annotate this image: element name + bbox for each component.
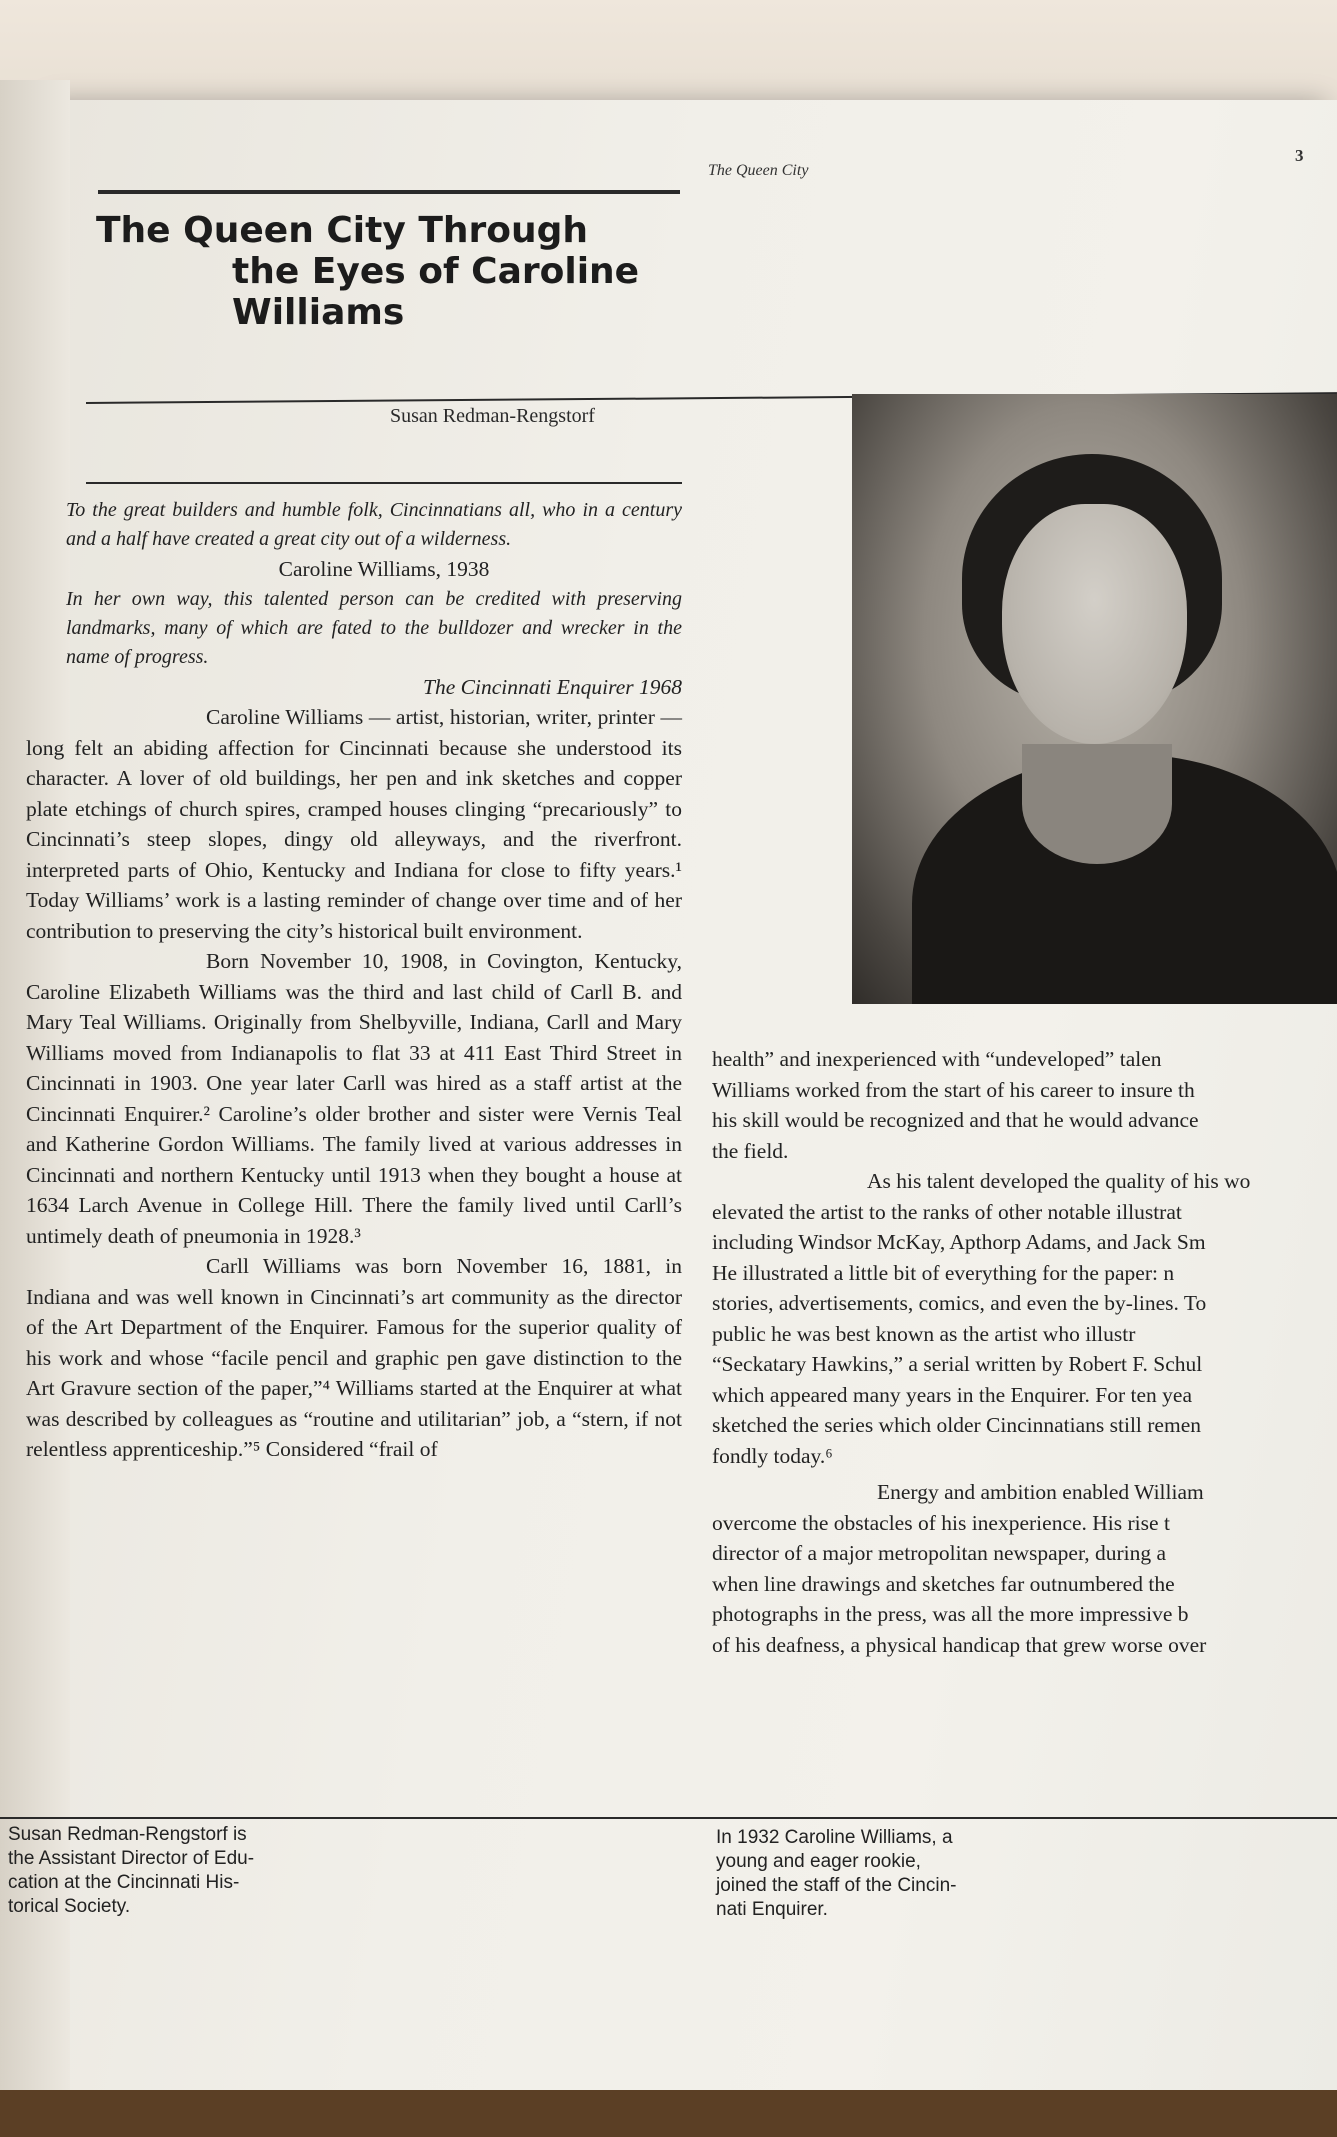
epigraph-source: Caroline Williams, 1938 bbox=[278, 557, 490, 581]
body-line: elevated the artist to the ranks of other notable illustrat bbox=[712, 1199, 1182, 1224]
article-title bbox=[96, 210, 696, 333]
title-line-1: The Queen City Through bbox=[96, 210, 589, 251]
body-line: fondly today.⁶ bbox=[712, 1443, 833, 1468]
body-line: director of a major metropolitan newspaper, during a bbox=[712, 1541, 1167, 1565]
body-line: Williams worked from the start of his career to insure th bbox=[712, 1077, 1195, 1102]
author-note-line: Susan Redman-Rengstorf is bbox=[8, 1824, 247, 1845]
body-line: Energy and ambition enabled William bbox=[877, 1480, 1204, 1504]
body-line: his skill would be recognized and that he would advance bbox=[712, 1108, 1199, 1132]
body-line: As his talent developed the quality of his wo bbox=[867, 1169, 1251, 1193]
page-number: 3 bbox=[1295, 146, 1304, 165]
body-paragraph: Carll Williams was born November 16, 1881, in Indiana and was well known in Cincinnati’s art community as the director of the Art Department of the Enquirer. Famous for the superior quality of his work and whose “facile pencil and graphic pen gave distinction to the Art Gravure section of the paper,”⁴ Williams started at the Enquirer at what was described by colleagues as “routine and utilitarian” job, a “stern, if not relentless apprenticeship.”⁵ Considered “frail of bbox=[26, 1254, 682, 1461]
title-line-2: the Eyes of Caroline bbox=[232, 251, 640, 292]
author-note bbox=[8, 1823, 254, 1919]
footer-rule bbox=[0, 1817, 1337, 1819]
portrait-photo bbox=[852, 394, 1337, 1004]
table-surface bbox=[0, 2090, 1337, 2137]
photo-caption-line: young and eager rookie, bbox=[716, 1851, 921, 1872]
body-line: “Seckatary Hawkins,” a serial written by Robert F. Schul bbox=[712, 1352, 1203, 1376]
photo-caption-line: nati Enquirer. bbox=[716, 1899, 828, 1920]
right-column bbox=[712, 1044, 1337, 1660]
running-head: The Queen City bbox=[708, 162, 809, 179]
portrait-face bbox=[1002, 504, 1187, 744]
epigraph-source: The Cincinnati Enquirer 1968 bbox=[423, 674, 682, 699]
body-line: of his deafness, a physical handicap that grew worse over bbox=[712, 1632, 1207, 1657]
body-paragraph: Born November 10, 1908, in Covington, Kentucky, Caroline Elizabeth Williams was the third and last child of Carll B. and Mary Teal Williams. Originally from Shelbyville, Indiana, Carll and Mary Williams moved from Indianapolis to flat 33 at 411 East Third Street in Cincinnati in 1903. One year later Carll was hired as a staff artist at the Cincinnati Enquirer.² Caroline’s older brother and sister were Vernis Teal and Katherine Gordon Williams. The family lived at various addresses in Cincinnati and northern Kentucky until 1913 when they bought a house at 1634 Larch Avenue in College Hill. There the family lived until Carll’s untimely death of pneumonia in 1928.³ bbox=[26, 949, 682, 1248]
photo-caption-line: In 1932 Caroline Williams, a bbox=[716, 1827, 953, 1848]
body-line: when line drawings and sketches far outnumbered the bbox=[712, 1571, 1175, 1596]
body-line: sketched the series which older Cincinnatians still remen bbox=[712, 1413, 1201, 1437]
title-line-3: Williams bbox=[232, 292, 405, 333]
title-top-rule bbox=[98, 190, 680, 194]
epigraph-quote: To the great builders and humble folk, Cincinnatians all, who in a century and a half have created a great city out of a wilderness. bbox=[66, 499, 682, 550]
body-line: health” and inexperienced with “undeveloped” talen bbox=[712, 1047, 1162, 1071]
body-line: He illustrated a little bit of everything for the paper: n bbox=[712, 1260, 1175, 1285]
body-line: which appeared many years in the Enquirer. For ten yea bbox=[712, 1382, 1192, 1407]
body-paragraph: Caroline Williams — artist, historian, writer, printer — long felt an abiding affection for Cincinnati because she understood its character. A lover of old buildings, her pen and ink sketches and copper plate etchings of church spires, cramped houses clinging “precariously” to Cincinnati’s steep slopes, dingy old alleyways, and the riverfront. interpreted parts of Ohio, Kentucky and Indiana for close to fifty years.¹ Today Williams’ work is a lasting reminder of change over time and of her contribution to preserving the city’s historical built environment. bbox=[26, 705, 682, 943]
body-line: including Windsor McKay, Apthorp Adams, and Jack Sm bbox=[712, 1230, 1206, 1254]
portrait-collar bbox=[1022, 744, 1172, 864]
body-line: photographs in the press, was all the more impressive b bbox=[712, 1602, 1189, 1626]
body-line: public he was best known as the artist who illustr bbox=[712, 1321, 1136, 1346]
body-line: overcome the obstacles of his inexperience. His rise t bbox=[712, 1510, 1170, 1535]
body-line: stories, advertisements, comics, and even the by-lines. To bbox=[712, 1291, 1207, 1315]
byline-rule bbox=[86, 482, 682, 484]
left-column bbox=[26, 496, 682, 1465]
author-note-line: the Assistant Director of Edu- bbox=[8, 1848, 255, 1869]
author-note-line: torical Society. bbox=[8, 1896, 131, 1917]
photo-caption-line: joined the staff of the Cincin- bbox=[716, 1875, 957, 1896]
photo-caption bbox=[716, 1826, 956, 1922]
author-byline: Susan Redman-Rengstorf bbox=[390, 405, 595, 427]
body-line: the field. bbox=[712, 1138, 789, 1163]
author-note-line: cation at the Cincinnati His- bbox=[8, 1872, 240, 1893]
epigraph-quote: In her own way, this talented person can be credited with preserving landmarks, many of which are fated to the bulldozer and wrecker in the name of progress. bbox=[66, 587, 682, 668]
